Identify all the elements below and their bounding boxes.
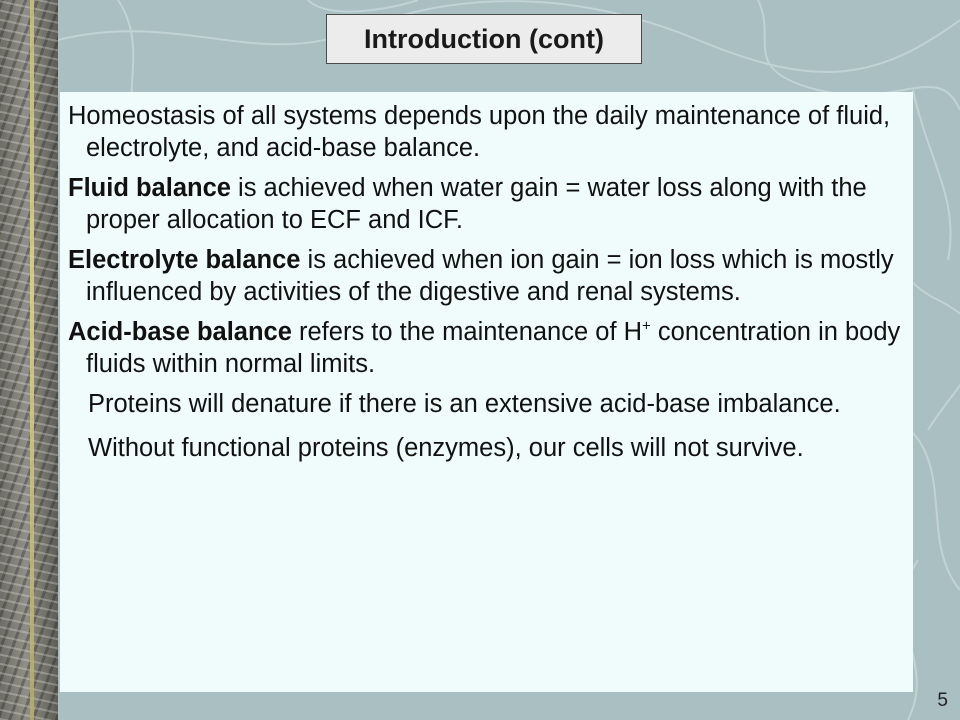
term-acid-base-balance: Acid-base balance [68,318,292,346]
paragraph-fluid-balance [68,172,903,236]
background-left-strip [0,0,58,720]
page-number: 5 [937,690,948,711]
paragraph-electrolyte-balance [68,244,903,308]
text-acid-base-balance-cont: concentration in body fluids within normal limits. [86,318,901,378]
term-fluid-balance: Fluid balance [68,174,231,202]
background-strip-line [30,0,34,720]
paragraph-functional-proteins: Without functional proteins (enzymes), our cells will not survive. [88,434,804,462]
text-acid-base-balance: refers to the maintenance of H [291,318,643,346]
term-electrolyte-balance: Electrolyte balance [68,246,301,274]
slide-title: Introduction (cont) [326,14,642,64]
superscript-plus: + [642,317,651,335]
content-panel [60,92,913,692]
text-electrolyte-balance: is achieved when ion gain = ion loss which is mostly influenced by activities of the digestive and renal systems. [86,246,894,306]
paragraph-protein-denature: Proteins will denature if there is an extensive acid-base imbalance. [88,390,841,418]
paragraph-acid-base-balance [68,316,903,380]
paragraph-homeostasis: Homeostasis of all systems depends upon the daily maintenance of fluid, electrolyte, and acid-base balance. [68,102,891,162]
text-fluid-balance: is achieved when water gain = water loss along with the proper allocation to ECF and ICF. [86,174,867,234]
